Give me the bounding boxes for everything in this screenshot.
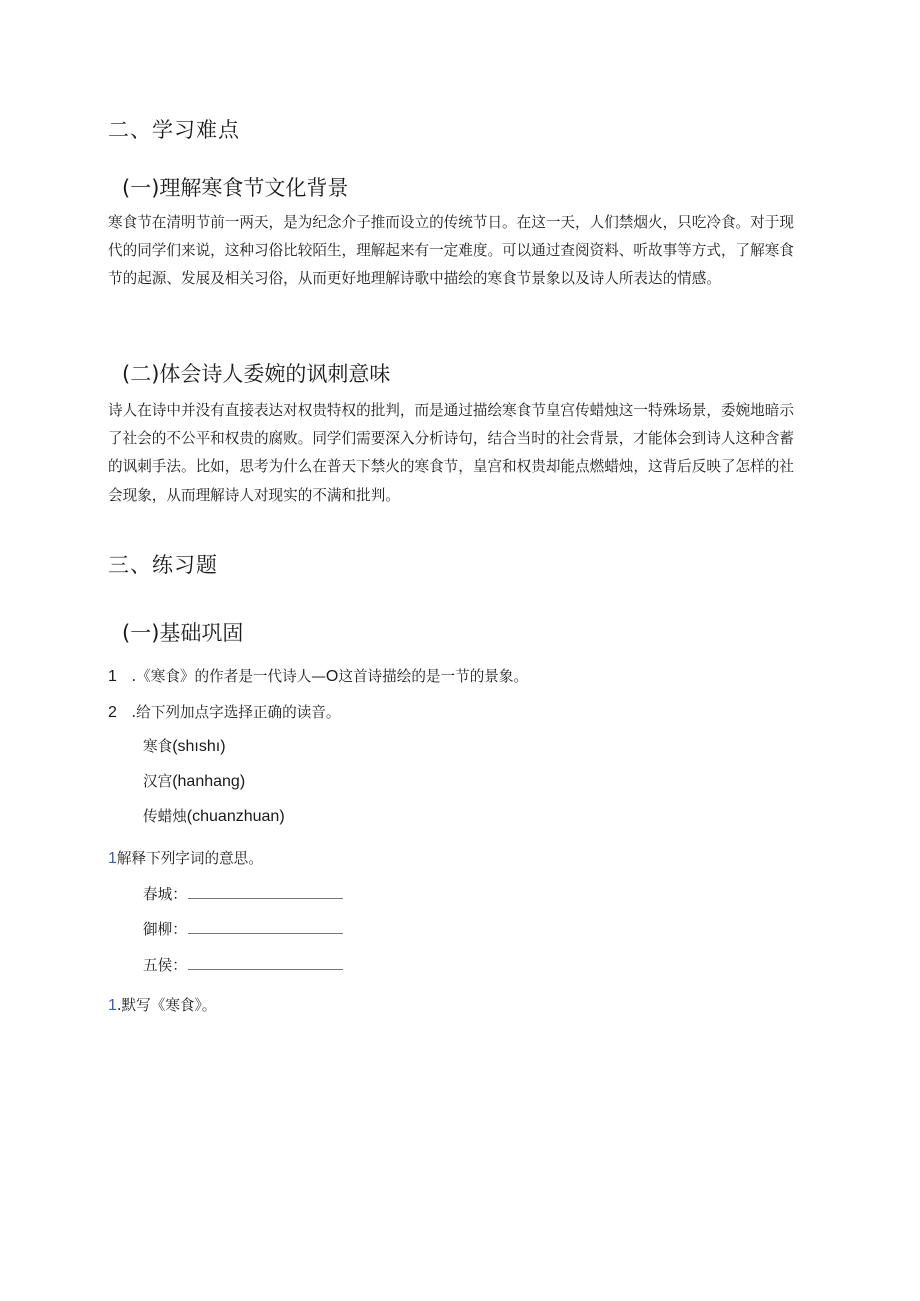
question-number: 1 (108, 850, 117, 867)
question-text: 解释下列字词的意思。 (116, 850, 263, 867)
subsection-heading-basics: (一)基础巩固 (122, 621, 244, 645)
question-2 (108, 701, 341, 722)
question-text-continued: 这首诗描绘的是一节的景象。 (338, 668, 529, 685)
definition-item (143, 883, 343, 904)
paragraph-cultural-background: 寒食节在清明节前一两天，是为纪念介子推而设立的传统节日。在这一天，人们禁烟火，只吃冷食。对于现代的同学们来说，这种习俗比较陌生，理解起来有一定难度。可以通过查阅资料、听故事等方式，了解寒食节的起源、发展及相关习俗，从而更好地理解诗歌中描绘的寒食节景象以及诗人所表达的情感。 (108, 214, 794, 288)
definition-item (143, 918, 343, 939)
pinyin-choice-item (143, 770, 245, 791)
subsection-heading-cultural-background: (一)理解寒食节文化背景 (122, 176, 349, 200)
choice-word: 汉宫 (143, 773, 173, 790)
pinyin-choice-item (143, 735, 226, 756)
definition-item (143, 954, 343, 975)
question-text: .《寒食》的作者是一代诗人— (131, 668, 326, 685)
choice-word: 寒食 (143, 738, 173, 755)
question-1 (108, 665, 528, 686)
question-number: 1 (108, 668, 117, 685)
pinyin-choice-item (143, 805, 285, 826)
question-number: 1 (108, 997, 117, 1014)
choice-pinyin: (chuanzhuan) (186, 808, 285, 825)
answer-blank[interactable] (188, 955, 343, 970)
section-heading-exercises: 三、练习题 (108, 553, 218, 577)
question-blank-mark: O (325, 668, 339, 685)
answer-blank[interactable] (188, 919, 343, 934)
choice-pinyin: (shıshı) (172, 738, 226, 755)
definition-label: 春城： (143, 886, 187, 903)
section-heading-difficulties: 二、学习难点 (108, 118, 240, 142)
subsection-heading-satire: (二)体会诗人委婉的讽刺意味 (122, 362, 391, 386)
definition-label: 五侯： (143, 957, 187, 974)
answer-blank[interactable] (188, 884, 343, 899)
question-4 (108, 994, 216, 1015)
question-number: 2 (108, 704, 117, 721)
question-3 (108, 847, 263, 868)
question-text: .默写《寒食》。 (116, 997, 217, 1014)
definition-label: 御柳： (143, 921, 187, 938)
question-text: .给下列加点字选择正确的读音。 (131, 704, 341, 721)
choice-pinyin: (hanhang) (172, 773, 246, 790)
choice-word: 传蜡烛 (143, 808, 187, 825)
paragraph-satire: 诗人在诗中并没有直接表达对权贵特权的批判，而是通过描绘寒食节皇宫传蜡烛这一特殊场景，委婉地暗示了社会的不公平和权贵的腐败。同学们需要深入分析诗句，结合当时的社会背景，才能体会到诗人这种含蓄的讽刺手法。比如，思考为什么在普天下禁火的寒食节，皇宫和权贵却能点燃蜡烛，这背后反映了怎样的社会现象，从而理解诗人对现实的不满和批判。 (108, 402, 794, 504)
